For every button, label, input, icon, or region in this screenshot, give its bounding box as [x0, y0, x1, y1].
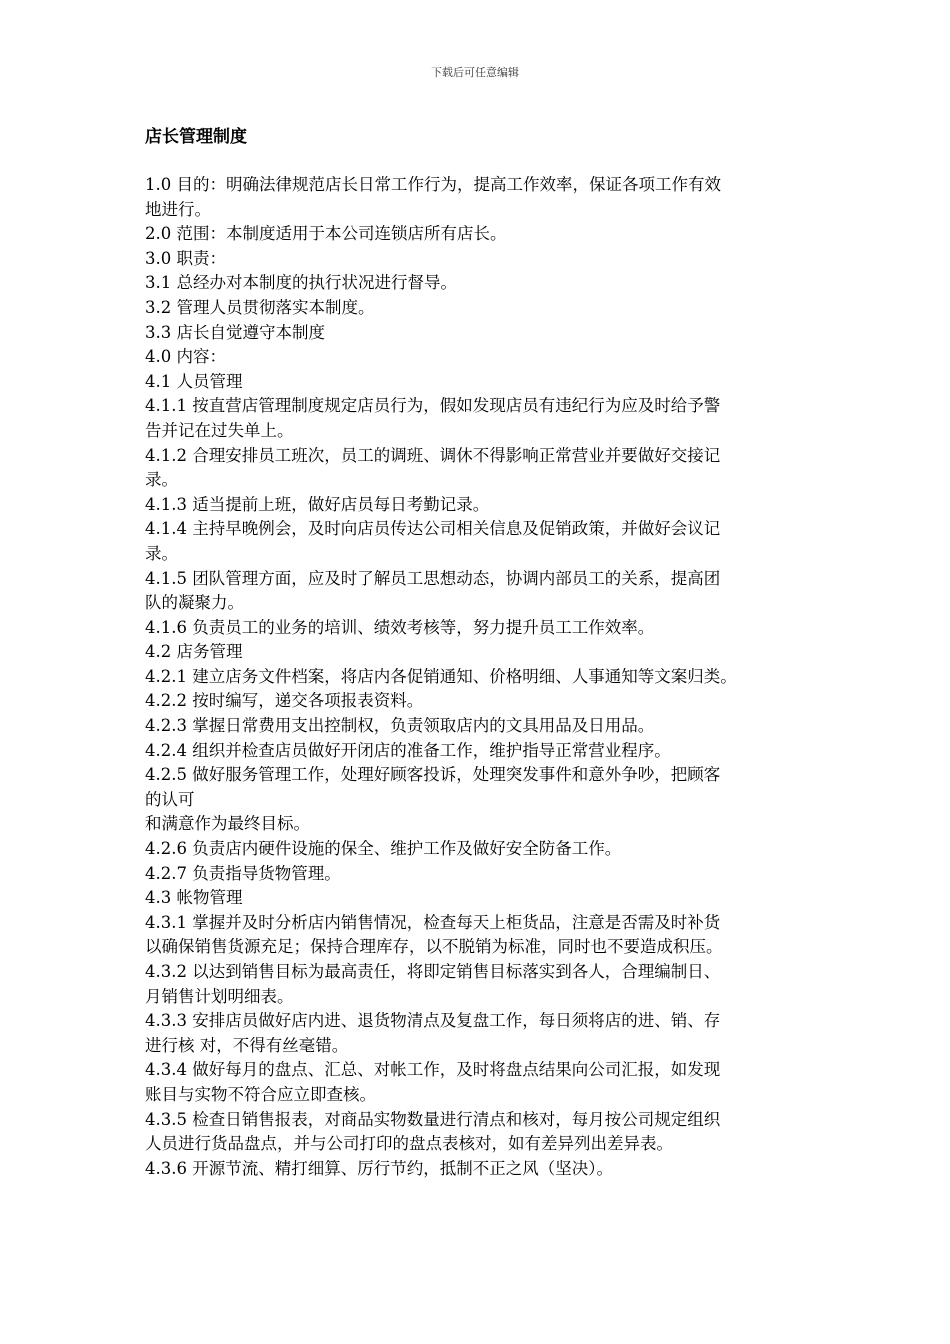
document-line: 进行核 对，不得有丝毫错。 — [145, 1035, 349, 1055]
document-line: 4.1.6 负责员工的业务的培训、绩效考核等，努力提升员工工作效率。 — [145, 617, 655, 637]
document-title: 店长管理制度 — [145, 127, 247, 147]
document-line: 4.2.5 做好服务管理工作，处理好顾客投诉，处理突发事件和意外争吵，把顾客 — [145, 765, 721, 785]
document-line: 4.2.4 组织并检查店员做好开闭店的准备工作，维护指导正常营业程序。 — [145, 740, 671, 760]
header-note: 下载后可任意编辑 — [431, 66, 519, 79]
document-line: 队的凝聚力。 — [145, 593, 244, 613]
document-line: 4.3 帐物管理 — [145, 888, 243, 908]
document-line: 地进行。 — [145, 199, 211, 219]
document-line: 4.3.2 以达到销售目标为最高责任，将即定销售目标落实到各人，合理编制日、 — [145, 962, 721, 981]
document-line: 4.3.6 开源节流、精打细算、厉行节约，抵制不正之风（坚决）。 — [145, 1158, 613, 1178]
document-line: 录。 — [145, 470, 178, 490]
document-line: 4.2.6 负责店内硬件设施的保全、维护工作及做好安全防备工作。 — [145, 839, 622, 859]
document-line: 的认可 — [145, 789, 195, 809]
document-line: 3.3 店长自觉遵守本制度 — [145, 322, 325, 342]
document-line: 3.1 总经办对本制度的执行状况进行督导。 — [145, 273, 457, 293]
document-line: 4.2.7 负责指导货物管理。 — [145, 863, 341, 883]
document-line: 4.2.3 掌握日常费用支出控制权，负责领取店内的文具用品及日用品。 — [145, 716, 655, 736]
document-line: 2.0 范围：本制度适用于本公司连锁店所有店长。 — [145, 224, 507, 244]
document-line: 4.2 店务管理 — [145, 642, 243, 662]
document-line: 4.1 人员管理 — [145, 371, 243, 391]
document-line: 3.0 职责： — [145, 248, 226, 268]
document-line: 4.3.5 检查日销售报表，对商品实物数量进行清点和核对，每月按公司规定组织 — [145, 1109, 721, 1129]
document-line: 4.3.3 安排店员做好店内进、退货物清点及复盘工作，每日须将店的进、销、存 — [145, 1011, 721, 1031]
document-line: 4.3.4 做好每月的盘点、汇总、对帐工作，及时将盘点结果向公司汇报，如发现 — [145, 1060, 721, 1080]
document-line: 4.3.1 掌握并及时分析店内销售情况，检查每天上柜货品，注意是否需及时补货 — [145, 912, 721, 932]
document-line: 4.2.2 按时编写，递交各项报表资料。 — [145, 691, 424, 711]
document-line: 3.2 管理人员贯彻落实本制度。 — [145, 297, 375, 317]
document-line: 1.0 目的：明确法律规范店长日常工作行为，提高工作效率，保证各项工作有效 — [145, 175, 721, 194]
document-body — [145, 173, 815, 1181]
document-line: 录。 — [145, 543, 178, 563]
document-line: 账目与实物不符合应立即查核。 — [145, 1084, 376, 1104]
document-line: 以确保销售货源充足；保持合理库存，以不脱销为标准，同时也不要造成积压。 — [145, 937, 723, 957]
document-line: 4.2.1 建立店务文件档案，将店内各促销通知、价格明细、人事通知等文案归类。 — [145, 666, 737, 686]
document-line: 和满意作为最终目标。 — [145, 814, 310, 834]
document-line: 4.1.2 合理安排员工班次，员工的调班、调休不得影响正常营业并要做好交接记 — [145, 445, 721, 465]
document-line: 4.1.5 团队管理方面，应及时了解员工思想动态，协调内部员工的关系，提高团 — [145, 568, 721, 588]
document-line: 4.1.1 按直营店管理制度规定店员行为，假如发现店员有违纪行为应及时给予警 — [145, 396, 721, 416]
document-line: 人员进行货品盘点，并与公司打印的盘点表核对，如有差异列出差异表。 — [145, 1134, 673, 1154]
document-line: 4.0 内容： — [145, 347, 226, 367]
document-line: 告并记在过失单上。 — [145, 420, 294, 440]
document-line: 4.1.4 主持早晚例会，及时向店员传达公司相关信息及促销政策，并做好会议记 — [145, 519, 721, 539]
document-line: 月销售计划明细表。 — [145, 986, 294, 1006]
document-line: 4.1.3 适当提前上班，做好店员每日考勤记录。 — [145, 494, 490, 514]
